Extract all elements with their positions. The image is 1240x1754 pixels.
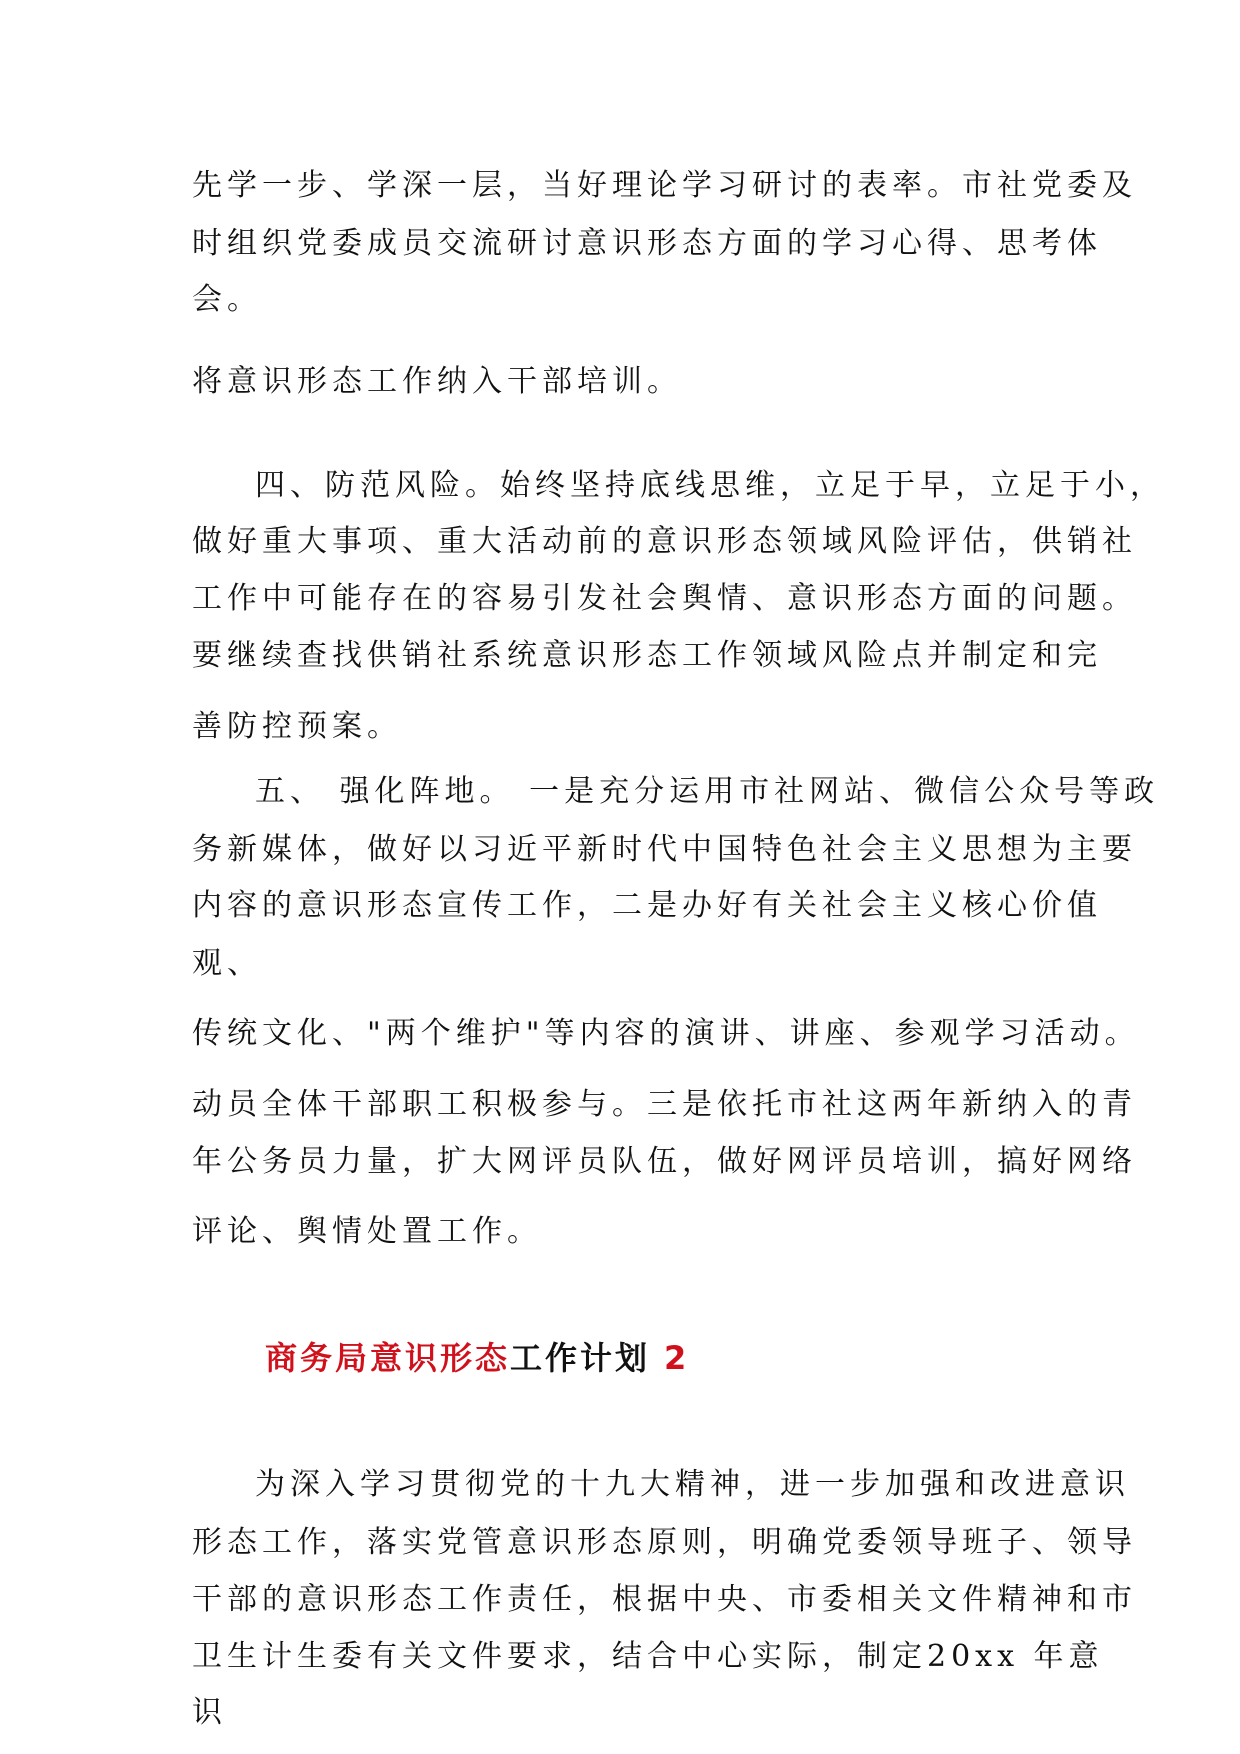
paragraph-line: 务新媒体，做好以习近平新时代中国特色社会主义思想为主要 — [192, 832, 1137, 867]
paragraph-line: 传统文化、"两个维护"等内容的演讲、讲座、参观学习活动。 — [192, 1016, 1140, 1051]
paragraph-line: 要继续查找供销社系统意识形态工作领域风险点并制定和完 — [192, 638, 1102, 673]
paragraph-line: 善防控预案。 — [192, 709, 402, 744]
paragraph-line: 先学一步、学深一层，当好理论学习研讨的表率。市社党委及 — [192, 168, 1137, 203]
section-title-number: 2 — [664, 1339, 690, 1377]
paragraph-line: 将意识形态工作纳入干部培训。 — [192, 364, 682, 399]
paragraph-line: 会。 — [192, 282, 262, 317]
section-title-red: 商务局意识形态 — [265, 1339, 511, 1377]
paragraph-line: 观、 — [192, 946, 262, 981]
paragraph-line: 时组织党委成员交流研讨意识形态方面的学习心得、思考体 — [192, 226, 1102, 261]
paragraph-line: 内容的意识形态宣传工作，二是办好有关社会主义核心价值 — [192, 888, 1102, 923]
paragraph-line: 评论、舆情处置工作。 — [192, 1214, 542, 1249]
paragraph-line: 五、 强化阵地。 一是充分运用市社网站、微信公众号等政 — [255, 774, 1160, 809]
paragraph-line: 为深入学习贯彻党的十九大精神，进一步加强和改进意识 — [255, 1467, 1130, 1502]
section-title — [265, 1338, 689, 1378]
paragraph-line: 年公务员力量，扩大网评员队伍，做好网评员培训，搞好网络 — [192, 1144, 1137, 1179]
paragraph-line: 卫生计生委有关文件要求，结合中心实际，制定20xx 年意 — [192, 1639, 1104, 1674]
paragraph-line: 形态工作，落实党管意识形态原则，明确党委领导班子、领导 — [192, 1525, 1137, 1560]
paragraph-line: 做好重大事项、重大活动前的意识形态领域风险评估，供销社 — [192, 524, 1137, 559]
section-title-dark: 工作计划 — [510, 1339, 651, 1377]
paragraph-line: 四、防范风险。始终坚持底线思维，立足于早，立足于小， — [255, 468, 1165, 503]
paragraph-line: 工作中可能存在的容易引发社会舆情、意识形态方面的问题。 — [192, 581, 1137, 616]
paragraph-line: 干部的意识形态工作责任，根据中央、市委相关文件精神和市 — [192, 1582, 1137, 1617]
paragraph-line: 动员全体干部职工积极参与。三是依托市社这两年新纳入的青 — [192, 1087, 1137, 1122]
paragraph-line: 识 — [192, 1695, 227, 1730]
